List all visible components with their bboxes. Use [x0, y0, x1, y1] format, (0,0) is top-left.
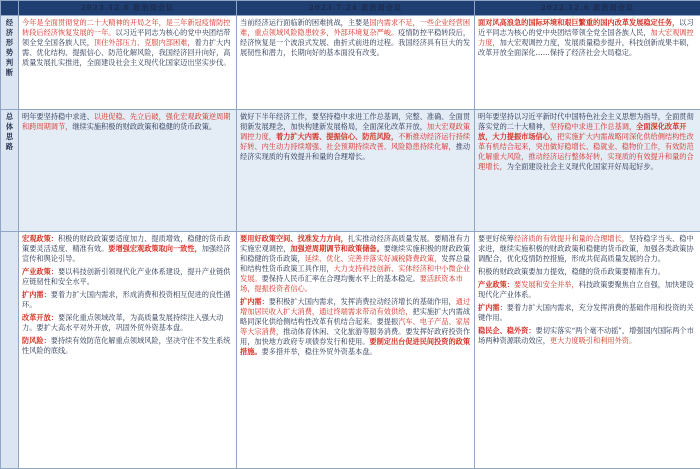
text-segment: 延续、优化、完善并落实好减税降费政策， — [304, 254, 442, 263]
text-segment: 加强逆周期调节和政策储备。 — [290, 244, 384, 253]
text-segment: 加大宏观政策调控力度， — [240, 122, 471, 141]
text-segment: 顶住外部压力、克服内部困难， — [93, 38, 195, 47]
text-segment: 大力支持科技创新、实体经济和中小微企业发展。 — [240, 264, 471, 283]
row-label-thinking: 总 体 思 路 — [1, 110, 19, 232]
thinking-2023-7-24 — [237, 110, 475, 232]
text-segment: 不断推动经济运行持续好转、内生动力持续增强、社会预期持续改善、风险隐患持续化解， — [240, 132, 471, 151]
text-segment: 加大宏观调控力度，发展质量稳步提升，科技创新成果丰硕，改革开放全面深化……保持了经济社会大局稳定。 — [478, 38, 694, 57]
text-segment: 国内需求不足，一些企业经营困难，重点领域风险隐患较多，外部环境复杂严峻。 — [240, 18, 471, 37]
policy-paragraph — [22, 234, 233, 264]
text-segment: 要保持人民币汇率在合理均衡水平上的基本稳定。 — [261, 274, 420, 283]
policy-row — [1, 232, 700, 469]
policy-paragraph — [22, 267, 233, 287]
text-segment: 以进促稳、先立后破，强化宏观政策逆周期和跨周期调节， — [22, 112, 231, 131]
text-segment: 加强经济宣传和舆论引导。 — [22, 244, 231, 263]
text-segment: 要增强宏观政策取向一致性， — [108, 244, 202, 253]
thinking-2022-12-6 — [475, 110, 700, 232]
text-segment: 要活跃资本市场，提振投资者信心。 — [240, 274, 463, 293]
text-segment: 要以科技创新引领现代化产业体系建设，提升产业链供应链韧性和安全水平。 — [22, 267, 231, 286]
policy-keyword: 改革开放： — [22, 313, 58, 322]
text-segment: 加大宏观调控力度， — [478, 28, 694, 47]
text-segment: 把实施扩大内需战略同深化供给侧结构性改革有机结合起来。要提振 — [240, 307, 471, 326]
text-segment: 面对风高浪急的国际环境和艰巨繁重的国内改革发展稳定任务， — [478, 18, 680, 27]
policy-keyword: 稳民企、稳外资： — [478, 326, 536, 335]
row-label-policy — [1, 232, 19, 469]
text-segment: 通过增加居民收入扩大消费，通过终端需求带动有效供给， — [240, 297, 471, 316]
situation-2023-7-24 — [237, 16, 475, 110]
situation-2023-12-8 — [19, 16, 237, 110]
text-segment: 要多措并举，稳住外贸外资基本盘。 — [261, 347, 377, 356]
header-corner — [1, 1, 19, 16]
thinking-row — [1, 110, 700, 232]
header-2023-7-24: 2023.7.24 政治局会议 — [237, 1, 475, 16]
policy-paragraph — [240, 234, 471, 294]
text-segment: 积极的财政政策要适度加力、提质增效，稳健的货币政策要灵活适度、精准有效。 — [22, 234, 231, 253]
policy-paragraph — [240, 297, 471, 357]
policy-paragraph — [22, 290, 233, 310]
text-segment: 把实施扩大内需战略同深化供给侧结构性改革有机结合起来，突出做好稳增长、稳就业、稳物价工作，有效防范化解重大风险，推动经济运行整体好转，实现质的有效提升和量的合理增长， — [478, 132, 694, 171]
text-segment: 坚持稳中求进工作总基调， — [549, 122, 637, 131]
policy-keyword: 防风险： — [22, 336, 51, 345]
policy-paragraph — [478, 280, 697, 300]
text-segment: 更大力度吸引和利用外资。 — [549, 336, 637, 345]
text-segment: 做好下半年经济工作，要坚持稳中求进工作总基调，完整、准确、全面贯彻新发展理念，加快构建新发展格局，全面深化改革开放， — [240, 112, 471, 131]
text-segment: 要深化重点领域改革，为高质量发展持续注入强大动力。要扩大高水平对外开放，巩固外贸外资基本盘。 — [22, 313, 224, 332]
text-segment: 科技政策要聚焦自立自强，加快建设现代化产业体系。 — [478, 280, 694, 299]
text-segment: 疫情防控平稳转段后，经济恢复是一个波浪式发展、曲折式前进的过程。我国经济具有巨大的发展韧性和潜力，长期向好的基本面没有改变。 — [240, 28, 471, 57]
text-segment: 明年要坚持以习近平新时代中国特色社会主义思想为指导，全面贯彻落实党的二十大精神， — [478, 112, 694, 131]
policy-keyword: 扩内需： — [478, 303, 507, 312]
text-segment: 今年是全面贯彻党的二十大精神的开局之年，是三年新冠疫情防控转段后经济恢复发展的一年。 — [22, 18, 231, 37]
text-segment: 推动体育休闲、文化旅游等服务消费。要发挥好政府投资作用，加快地方政府专项债券发行和使用。 — [240, 327, 471, 346]
text-segment: 汽车、电子产品、家居等大宗消费， — [240, 317, 471, 336]
policy-keyword: 扩内需： — [22, 290, 51, 299]
text-segment: 继续实施积极的财政政策和稳健的货币政策。 — [72, 122, 217, 131]
policy-paragraph — [478, 326, 697, 346]
text-segment: 全面深化改革开放，大力提振市场信心， — [478, 122, 687, 141]
text-segment: 经济质的有效提升和量的合理增长， — [513, 234, 629, 243]
text-segment: 以习近平同志为核心的党中央团结带领全党全国各族人民， — [478, 18, 694, 37]
text-segment: 积极的财政政策要加力提效，稳健的货币政策要精准有力。 — [478, 267, 665, 276]
policy-paragraph — [478, 234, 697, 264]
text-segment: 要持续有效防范化解重点领域风险，坚决守住不发生系统性风险的底线。 — [22, 336, 231, 355]
policy-paragraph — [22, 313, 233, 333]
text-segment: 要发展和安全并举， — [513, 280, 579, 289]
text-segment: 要用好政策空间、找准发力方向， — [240, 234, 348, 243]
header-row — [1, 1, 700, 16]
policy-keyword: 产业政策： — [478, 280, 514, 289]
policy-2022-12-6 — [475, 232, 700, 469]
policy-2023-12-8 — [19, 232, 237, 469]
text-segment: 以习近平同志为核心的党中央团结带领全党全国各族人民， — [22, 28, 231, 47]
policy-2023-7-24 — [237, 232, 475, 469]
policy-keyword: 产业政策： — [22, 267, 58, 276]
text-segment: 着力扩大内需、提振信心、防范风险， — [275, 132, 399, 141]
policy-paragraph — [478, 267, 697, 277]
text-segment: 发挥总量和结构性货币政策工具作用， — [240, 254, 471, 273]
header-2023-12-8: 2023.12.8 政治局会议 — [19, 1, 237, 16]
policy-paragraph — [478, 303, 697, 323]
text-segment: 为全面建设社会主义现代化国家开好局起好步。 — [506, 162, 658, 171]
text-segment: 推动经济实现质的有效提升和量的合理增长。 — [240, 142, 471, 161]
text-segment: 着力扩大内需、优化结构、提振信心、防范化解风险，我国经济回升向好，高质量发展扎实推进，全面建设社会主义现代化国家迈出坚实步伐。 — [22, 38, 231, 67]
text-segment: 要着力扩大国内需求，形成消费和投资相互促进的良性循环。 — [22, 290, 231, 309]
text-segment: 要继续实施积极的财政政策和稳健的货币政策， — [240, 244, 471, 263]
row-label-situation: 经 济 形 势 判 断 — [1, 16, 19, 110]
text-segment: 要切实落实“两个毫不动摇”，增强国内国际两个市场两种资源联动效应， — [478, 326, 694, 345]
text-segment: 当前经济运行面临新的困难挑战，主要是 — [240, 18, 370, 27]
header-2022-12-6: 2022.12.6 政治局会议 — [475, 1, 700, 16]
text-segment: 扎实推动经济高质量发展。要精准有力实施宏观调控， — [240, 234, 471, 253]
text-segment: 明年要坚持稳中求进、 — [22, 112, 94, 121]
policy-paragraph — [22, 336, 233, 356]
thinking-2023-12-8 — [19, 110, 237, 232]
situation-2022-12-6 — [475, 16, 700, 110]
policy-keyword: 宏观政策： — [22, 234, 58, 243]
text-segment: 坚持稳字当头、稳中求进，继续实施积极的财政政策和稳健的货币政策，加强各类政策协调配合，优化疫情防控措施，形成共促高质量发展的合力。 — [478, 234, 694, 263]
situation-row — [1, 16, 700, 110]
text-segment: 要更好统筹 — [478, 234, 514, 243]
policy-keyword: 扩内需： — [240, 297, 269, 306]
text-segment: 要积极扩大国内需求，发挥消费拉动经济增长的基础作用， — [268, 297, 456, 306]
text-segment: 要制定出台促进民间投资的政策措施。 — [240, 337, 471, 356]
text-segment: 要着力扩大国内需求，充分发挥消费的基础作用和投资的关键作用。 — [478, 303, 694, 322]
